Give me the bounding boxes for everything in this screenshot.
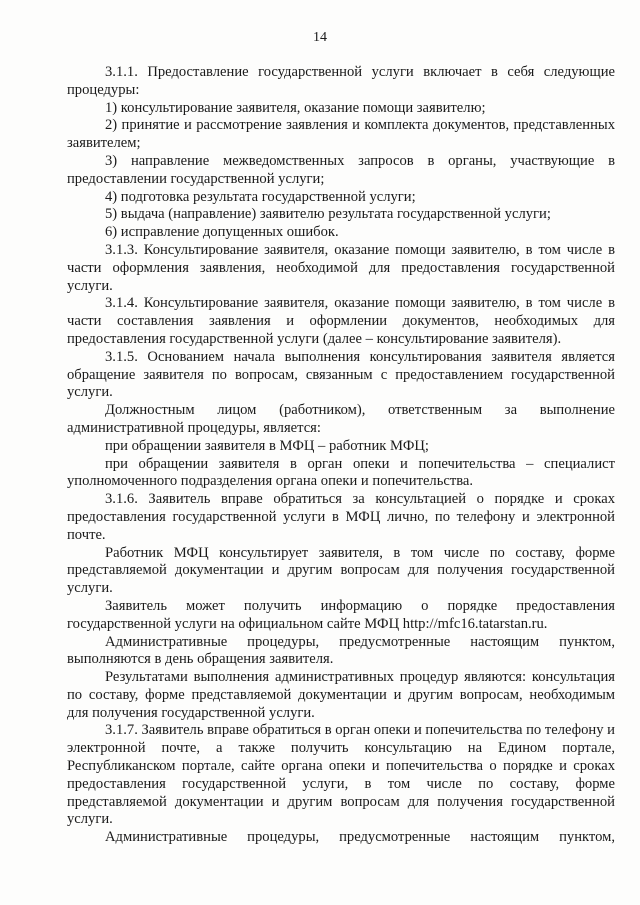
paragraph: Заявитель может получить информацию о порядке предоставления государственной услуги на официальном сайте МФЦ http://mfc16.tatarstan.ru. (67, 597, 615, 632)
paragraph: Результатами выполнения административных процедур являются: консультация по составу, форме представляемой документации и другим вопросам, необходимым для получения государственной услуги. (67, 669, 615, 721)
paragraph: Административные процедуры, предусмотренные настоящим пунктом, выполняются в день обращения заявителя. (67, 633, 615, 668)
paragraph: Работник МФЦ консультирует заявителя, в том числе по составу, форме представляемой документации и другим вопросам для получения государственной услуги. (67, 544, 615, 597)
paragraph: при обращении заявителя в МФЦ – работник МФЦ; (105, 437, 429, 454)
paragraph: 3.1.3. Консультирование заявителя, оказание помощи заявителю, в том числе в части оформления заявления, необходимой для предоставления государственной услуги. (67, 241, 615, 294)
paragraph: 6) исправление допущенных ошибок. (105, 224, 339, 241)
paragraph: 4) подготовка результата государственной услуги; (105, 188, 416, 205)
paragraph: 1) консультирование заявителя, оказание помощи заявителю; (105, 99, 486, 116)
paragraph: Должностным лицом (работником), ответственным за выполнение административной процедуры, является: (67, 402, 615, 436)
paragraph: 3.1.4. Консультирование заявителя, оказание помощи заявителю, в том числе в части составления заявления и оформлении документов, необходимых для предоставления государственной услуги (далее – консультирование заявителя). (67, 295, 615, 347)
paragraph: 3.1.1. Предоставление государственной услуги включает в себя следующие процедуры: (67, 64, 615, 98)
page-number: 14 (313, 30, 327, 45)
document-body (67, 64, 615, 847)
paragraph: 3.1.7. Заявитель вправе обратиться в орган опеки и попечительства по телефону и электронной почте, а также получить консультацию на Едином портале, Республиканском портале, сайте органа опеки и попечительства о порядке и сроках предоставления государственной услуги, в том числе по составу, форме представляемой документации и другим вопросам для получения государственной услуги. (67, 722, 615, 828)
paragraph: при обращении заявителя в орган опеки и попечительства – специалист уполномоченного подразделения органа опеки и попечительства. (67, 455, 615, 490)
paragraph: 3.1.5. Основанием начала выполнения консультирования заявителя является обращение заявителя по вопросам, связанным с предоставлением государственной услуги. (67, 348, 615, 401)
paragraph: 5) выдача (направление) заявителю результата государственной услуги; (105, 206, 551, 223)
paragraph: 3.1.6. Заявитель вправе обратиться за консультацией о порядке и сроках предоставления государственной услуги в МФЦ лично, по телефону и электронной почте. (67, 491, 615, 543)
paragraph: 3) направление межведомственных запросов в органы, участвующие в предоставлении государственной услуги; (67, 152, 615, 187)
paragraph: Административные процедуры, предусмотренные настоящим пунктом, (105, 829, 615, 846)
paragraph: 2) принятие и рассмотрение заявления и комплекта документов, представленных заявителем; (67, 117, 615, 152)
